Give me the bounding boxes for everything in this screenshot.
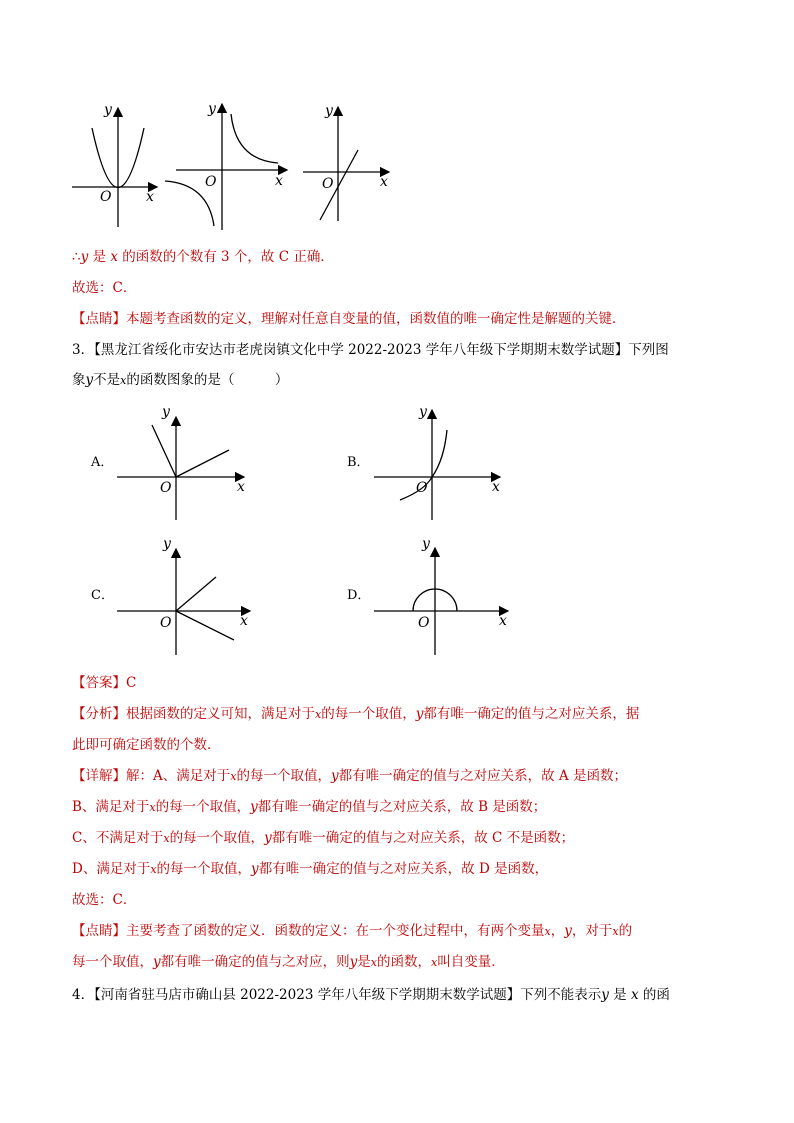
option-c-origin: O <box>160 615 172 631</box>
graph3-y-label: y <box>325 103 333 119</box>
answer-line: 【答案】C <box>72 675 137 691</box>
detail-line-b: B、满足对于x的每一个取值，y都有唯一确定的值与之对应关系，故 B 是函数； <box>72 799 547 815</box>
option-a-graph <box>117 417 244 520</box>
choose-line-2: 故选：C． <box>72 892 137 908</box>
option-b-graph <box>374 410 500 520</box>
option-c-y: y <box>163 536 171 552</box>
graph2-x-label: x <box>275 173 283 189</box>
option-d-origin: O <box>418 615 430 631</box>
graph-hyperbola <box>165 104 287 230</box>
option-a-y: y <box>162 404 170 420</box>
option-c-label: C． <box>91 588 114 603</box>
option-a-x: x <box>237 479 245 495</box>
graph-line <box>303 107 389 221</box>
option-b-y: y <box>419 404 427 420</box>
option-b-origin: O <box>416 480 428 496</box>
graph1-origin: O <box>100 189 112 205</box>
option-b-x: x <box>492 479 500 495</box>
graph3-x-label: x <box>380 174 388 190</box>
analysis-line-1: 【分析】根据函数的定义可知，满足对于x的每一个取值，y都有唯一确定的值与之对应关系，据 <box>72 706 640 722</box>
question-3-line-2: 象y不是x的函数图象的是（ ） <box>72 372 289 388</box>
point-line-2: 【点睛】主要考查了函数的定义．函数的定义：在一个变化过程中，有两个变量x，y，对于x的 <box>72 923 633 939</box>
option-c-graph <box>117 549 250 655</box>
option-graphs <box>0 395 794 665</box>
detail-line-c: C、不满足对于x的每一个取值，y都有唯一确定的值与之对应关系，故 C 不是函数； <box>72 830 575 846</box>
option-d-label: D． <box>347 588 371 603</box>
graph2-y-label: y <box>208 101 216 117</box>
point-line-1: 【点睛】本题考查函数的定义，理解对任意自变量的值，函数值的唯一确定性是解题的关键． <box>72 311 626 327</box>
graph2-origin: O <box>205 174 217 190</box>
analysis-line-2: 此即可确定函数的个数． <box>72 737 221 753</box>
option-b-label: B． <box>347 455 370 470</box>
point-line-3: 每一个取值，y都有唯一确定的值与之对应，则y是x的函数，x叫自变量． <box>72 954 505 970</box>
graph3-origin: O <box>322 176 334 192</box>
option-d-graph <box>374 548 508 655</box>
option-a-label: A． <box>91 455 114 470</box>
detail-line-a: 【详解】解：A、满足对于x的每一个取值，y都有唯一确定的值与之对应关系，故 A 是函数； <box>72 768 627 784</box>
graph1-x-label: x <box>146 189 154 205</box>
option-d-x: x <box>499 613 507 629</box>
question-4-line-1: 4．【河南省驻马店市确山县 2022-2023 学年八年级下学期期末数学试题】下列不能表示y 是 x 的函 <box>72 987 670 1003</box>
conclusion-line: ∴y 是 x 的函数的个数有 3 个，故 C 正确． <box>72 249 334 265</box>
option-d-y: y <box>422 536 430 552</box>
option-a-origin: O <box>160 480 172 496</box>
option-c-x: x <box>240 613 248 629</box>
graph1-y-label: y <box>104 102 112 118</box>
choose-line-1: 故选：C． <box>72 280 137 296</box>
top-graphs <box>0 0 794 240</box>
detail-line-d: D、满足对于x的每一个取值，y都有唯一确定的值与之对应关系，故 D 是函数， <box>72 861 549 877</box>
question-3-line-1: 3．【黑龙江省绥化市安达市老虎岗镇文化中学 2022-2023 学年八年级下学期期末数学试题】下列图 <box>72 342 669 358</box>
graph-parabola <box>72 108 157 227</box>
